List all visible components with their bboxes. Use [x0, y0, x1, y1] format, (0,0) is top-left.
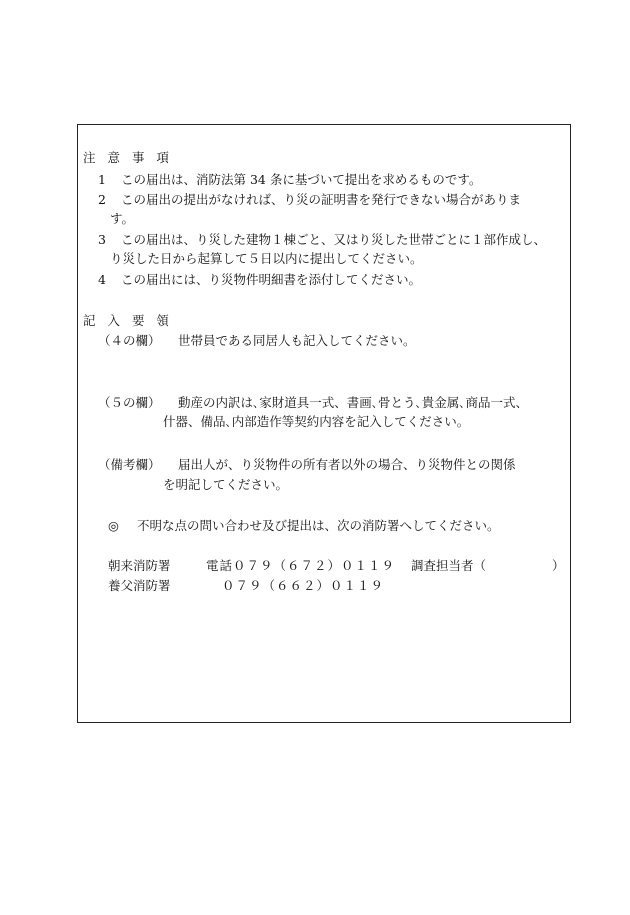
instruction-text-continued: 什器、備品､内部造作等契約内容を記入してください。 [163, 414, 470, 429]
instruction-label: （４の欄） [98, 333, 161, 348]
notes-heading: 注 意 事 項 [83, 150, 173, 165]
note-text: この届出の提出がなければ、り災の証明書を発行できない場合がありま [121, 192, 522, 207]
investigator-label: 調査担当者（ [411, 558, 487, 573]
instruction-text: 世帯員である同居人も記入してください。 [178, 333, 416, 348]
station-phone: 電話０７９（６７２）０１１９ [206, 558, 396, 573]
note-text-continued: り災した日から起算して５日以内に提出してください。 [110, 251, 423, 266]
note-text: この届出には、り災物件明細書を添付してください。 [121, 272, 422, 287]
instruction-text-continued: を明記してください。 [163, 477, 289, 492]
note-text: この届出は、り災した建物１棟ごと、又はり災した世帯ごとに１部作成し、 [121, 232, 547, 247]
instruction-text: 動産の内訳は､家財道具一式、書画､骨とう､貴金属､商品一式、 [178, 395, 529, 410]
note-number: 4 [98, 272, 106, 287]
station-phone: ０７９（６６２）０１１９ [222, 578, 385, 593]
note-text: この届出は、消防法第 34 条に基づいて提出を求めるものです。 [121, 172, 482, 187]
note-text-continued: す。 [110, 211, 135, 226]
instructions-heading: 記 入 要 領 [83, 313, 173, 328]
double-circle-mark: ◎ [108, 518, 119, 533]
note-number: 3 [98, 232, 106, 247]
station-name: 朝来消防署 [108, 558, 171, 573]
station-name: 養父消防署 [108, 578, 171, 593]
note-number: 2 [98, 192, 106, 207]
instruction-text: 届出人が、り災物件の所有者以外の場合、り災物件との関係 [178, 457, 516, 472]
contact-notice: 不明な点の問い合わせ及び提出は、次の消防署へしてください。 [137, 518, 500, 533]
investigator-close-paren: ） [552, 558, 565, 573]
instruction-label: （５の欄） [98, 395, 161, 410]
instruction-label: （備考欄） [98, 457, 161, 472]
note-number: 1 [98, 172, 106, 187]
